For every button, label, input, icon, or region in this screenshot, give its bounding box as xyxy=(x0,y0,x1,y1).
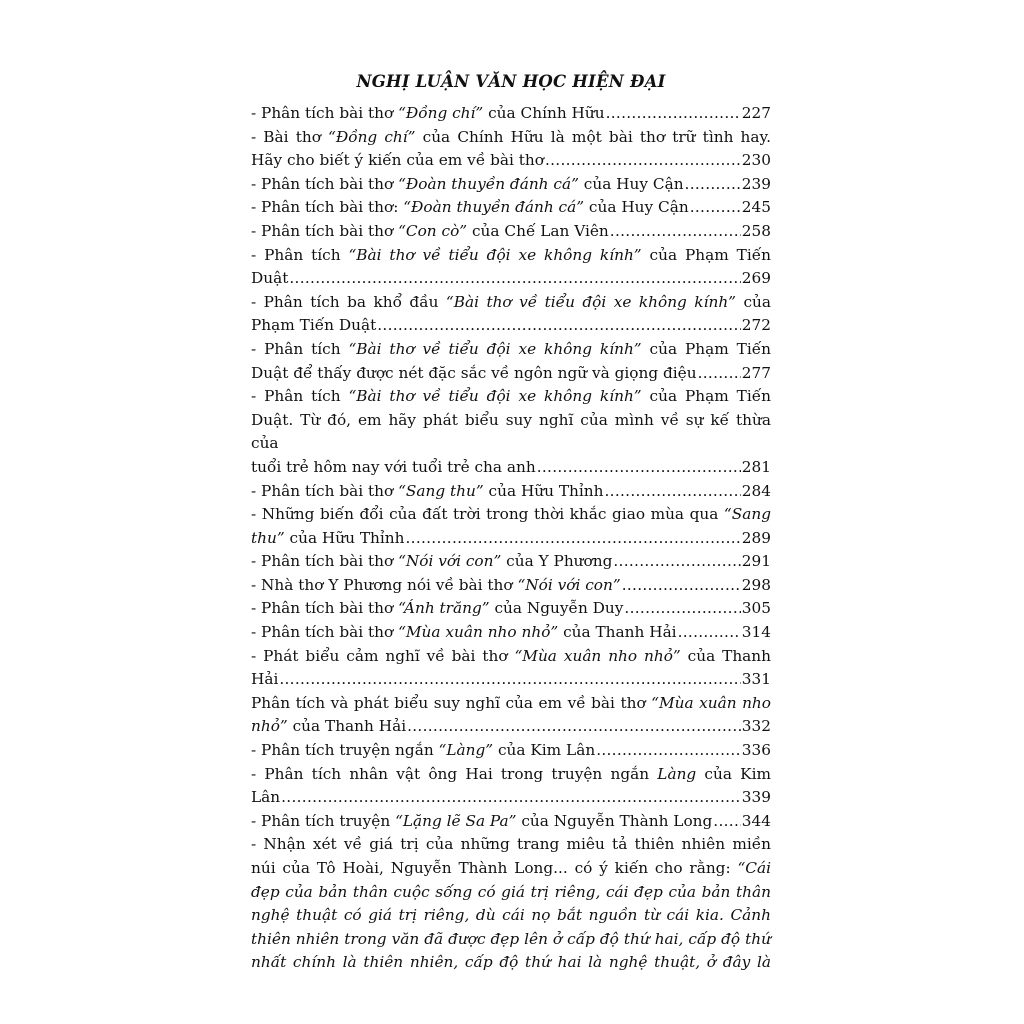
entry-text: - Phân tích ba khổ đầu xyxy=(251,292,446,311)
prose-paragraph xyxy=(251,833,771,975)
toc-entry-title xyxy=(251,362,697,386)
page-number: 344 xyxy=(741,811,771,830)
italic-title-text: nhất chính là thiên nhiên, cấp độ thứ hai là nghệ thuật, ở đây là xyxy=(251,953,771,972)
italic-title-text: “Sang xyxy=(723,505,771,524)
toc-entry[interactable] xyxy=(251,597,771,621)
toc-entry-last-line xyxy=(251,173,771,197)
italic-title-text: “Đoàn thuyền đánh cá” xyxy=(398,174,579,193)
toc-entry-title xyxy=(251,102,605,126)
entry-text: - Phân tích bài thơ xyxy=(251,623,399,642)
toc-entry-last-line xyxy=(251,621,771,645)
toc-entry-title xyxy=(251,149,544,173)
entry-text: của Chính Hữu là một bài thơ trữ tình hay. xyxy=(415,127,772,146)
toc-entry-title xyxy=(251,739,595,763)
page-number: 239 xyxy=(741,174,771,193)
dot-leader xyxy=(279,668,740,692)
entry-text: Phân tích và phát biểu suy nghĩ của em về bài thơ xyxy=(251,693,652,712)
page-number: 336 xyxy=(741,741,771,760)
prose-line xyxy=(251,881,771,905)
toc-entry[interactable] xyxy=(251,173,771,197)
entry-text: - Bài thơ xyxy=(251,127,329,146)
entry-text: của xyxy=(736,292,771,311)
italic-title-text: thiên nhiên trong văn đã được đẹp lên ở cấp độ thứ hai, cấp độ thứ xyxy=(251,929,771,948)
italic-title-text: “Bài thơ về tiểu đội xe không kính” xyxy=(348,245,642,264)
toc-entry-line xyxy=(251,503,771,527)
dot-leader xyxy=(406,527,741,551)
toc-entry-last-line xyxy=(251,102,771,126)
page-number: 272 xyxy=(741,316,771,335)
italic-title-text: “Lặng lẽ Sa Pa” xyxy=(395,811,517,830)
entry-text: Lân xyxy=(251,788,281,807)
toc-entry-title xyxy=(251,574,621,598)
toc-entry-title xyxy=(251,786,280,810)
toc-entry-last-line xyxy=(251,480,771,504)
entry-text: của Chế Lan Viên xyxy=(467,221,609,240)
entry-text: - Phân tích bài thơ: xyxy=(251,198,404,217)
entry-text: của Chính Hữu xyxy=(483,104,605,122)
toc-entry[interactable] xyxy=(251,385,771,479)
entry-text: Duật xyxy=(251,269,289,288)
dot-leader xyxy=(678,621,741,645)
page-number: 277 xyxy=(741,363,771,382)
entry-text: Hải xyxy=(251,670,279,689)
italic-title-text: “Mùa xuân nho xyxy=(651,693,771,712)
toc-entry-last-line xyxy=(251,149,771,173)
toc-entry-line xyxy=(251,291,771,315)
entry-text: của Huy Cận xyxy=(584,198,689,217)
dot-leader xyxy=(377,314,741,338)
toc-entry-line xyxy=(251,126,771,150)
entry-text: - Phân tích xyxy=(251,339,349,358)
toc-entry-last-line xyxy=(251,527,771,551)
toc-entry-last-line xyxy=(251,786,771,810)
toc-entry-title xyxy=(251,668,278,692)
toc-entry-title xyxy=(251,597,623,621)
toc-entry[interactable] xyxy=(251,810,771,834)
entry-text: - Phân tích bài thơ xyxy=(251,174,399,193)
toc-entry-last-line xyxy=(251,267,771,291)
entry-text: của Phạm Tiến xyxy=(641,339,771,358)
dot-leader xyxy=(613,550,740,574)
entry-text: của Phạm Tiến xyxy=(641,245,771,264)
italic-title-text: “Sang thu” xyxy=(398,481,484,500)
toc-entry-last-line xyxy=(251,456,771,480)
entry-text: núi của Tô Hoài, Nguyễn Thành Long... có ý kiến cho rằng: xyxy=(251,859,738,877)
entry-text: - Nhận xét về giá trị của những trang miêu tả thiên nhiên miền xyxy=(251,835,771,854)
entry-text: của Y Phương xyxy=(501,552,613,571)
entry-text: của Huy Cận xyxy=(578,174,684,193)
toc-entry-title xyxy=(251,550,612,574)
toc-entry-title xyxy=(251,220,609,244)
entry-text: Phạm Tiến Duật xyxy=(251,316,377,335)
entry-text: - Phân tích truyện xyxy=(251,811,396,830)
toc-entry[interactable] xyxy=(251,480,771,504)
toc-entry-title xyxy=(251,267,288,291)
entry-text: - Phân tích nhân vật ông Hai trong truyện ngắn xyxy=(251,764,658,783)
entry-text: - Nhà thơ Y Phương nói về bài thơ xyxy=(251,575,518,594)
dot-leader xyxy=(289,267,740,291)
dot-leader xyxy=(537,456,741,480)
toc-entry[interactable] xyxy=(251,739,771,763)
page-number: 314 xyxy=(741,623,771,642)
prose-line xyxy=(251,951,771,975)
entry-text: của Nguyễn Thành Long xyxy=(516,811,713,830)
dot-leader xyxy=(596,739,741,763)
toc-entry-title xyxy=(251,715,406,739)
toc-entry-last-line xyxy=(251,810,771,834)
entry-text: của Phạm Tiến xyxy=(641,387,771,406)
page-number: 284 xyxy=(741,481,771,500)
prose-line xyxy=(251,904,771,928)
italic-title-text: nghệ thuật có giá trị riêng, dù cái nọ bắt nguồn từ cái kia. Cảnh xyxy=(251,906,771,925)
toc-entry-last-line xyxy=(251,220,771,244)
dot-leader xyxy=(610,220,741,244)
page-title: NGHỊ LUẬN VĂN HỌC HIỆN ĐẠI xyxy=(356,72,666,91)
toc-entry[interactable] xyxy=(251,503,771,550)
dot-leader xyxy=(698,362,741,386)
dot-leader xyxy=(624,597,740,621)
page-number: 281 xyxy=(741,457,771,476)
toc-entry[interactable] xyxy=(251,244,771,291)
page-number: 245 xyxy=(741,198,771,217)
toc-entry[interactable] xyxy=(251,763,771,810)
prose-line xyxy=(251,857,771,881)
italic-title-text: “Mùa xuân nho nhỏ” xyxy=(398,623,559,642)
page-number: 289 xyxy=(741,528,771,547)
toc-entry[interactable] xyxy=(251,196,771,220)
toc-entry[interactable] xyxy=(251,550,771,574)
toc-entry[interactable] xyxy=(251,220,771,244)
italic-title-text: “Bài thơ về tiểu đội xe không kính” xyxy=(348,339,642,358)
italic-title-text: “Bài thơ về tiểu đội xe không kính” xyxy=(445,292,736,311)
entry-text: - Phân tích bài thơ xyxy=(251,599,399,618)
italic-title-text: “Đồng chí” xyxy=(328,127,416,146)
entry-text: Duật. Từ đó, em hãy phát biểu suy nghĩ của mình về sự kế thừa của xyxy=(251,410,771,453)
entry-text: - Phân tích xyxy=(251,387,349,406)
toc-entry[interactable] xyxy=(251,645,771,692)
toc-entry-last-line xyxy=(251,550,771,574)
entry-text: của Thanh Hải xyxy=(287,717,407,736)
toc-entry-line xyxy=(251,692,771,716)
page-number: 227 xyxy=(741,104,771,122)
italic-title-text: đẹp của bản thân cuộc sống có giá trị riêng, cái đẹp của bản thân xyxy=(251,882,771,901)
entry-text: - Phân tích bài thơ xyxy=(251,104,399,122)
italic-title-text: “Nói với con” xyxy=(398,552,502,571)
italic-title-text: Làng xyxy=(657,764,697,783)
toc-entry-last-line xyxy=(251,739,771,763)
toc-entry-line xyxy=(251,244,771,268)
page-number: 298 xyxy=(741,575,771,594)
entry-text: của Thanh xyxy=(680,646,772,665)
toc-entry-line xyxy=(251,338,771,362)
document-page xyxy=(251,72,771,975)
italic-title-text: “Ánh trăng” xyxy=(398,599,490,618)
table-of-contents xyxy=(251,102,771,833)
toc-entry-last-line xyxy=(251,314,771,338)
dot-leader xyxy=(605,480,741,504)
dot-leader xyxy=(690,196,741,220)
page-number: 339 xyxy=(741,788,771,807)
dot-leader xyxy=(622,574,741,598)
dot-leader xyxy=(407,715,741,739)
entry-text: - Phân tích xyxy=(251,245,349,264)
italic-title-text: “Làng” xyxy=(438,741,494,760)
italic-title-text: “Bài thơ về tiểu đội xe không kính” xyxy=(348,387,642,406)
toc-entry-title xyxy=(251,196,689,220)
prose-line xyxy=(251,833,771,857)
toc-entry[interactable] xyxy=(251,338,771,385)
entry-text: - Phân tích bài thơ xyxy=(251,552,399,571)
page-number: 269 xyxy=(741,269,771,288)
toc-entry-last-line xyxy=(251,715,771,739)
page-number: 258 xyxy=(741,221,771,240)
entry-text: - Phát biểu cảm nghĩ về bài thơ xyxy=(251,646,515,665)
entry-text: - Những biến đổi của đất trời trong thời khắc giao mùa qua xyxy=(251,505,724,524)
prose-line xyxy=(251,928,771,952)
italic-title-text: “Nói với con” xyxy=(517,575,621,594)
toc-entry[interactable] xyxy=(251,574,771,598)
toc-entry-line xyxy=(251,385,771,409)
italic-title-text: “Cái xyxy=(737,859,771,877)
entry-text: của Kim Lân xyxy=(493,741,596,760)
dot-leader xyxy=(713,810,741,834)
toc-entry-line xyxy=(251,645,771,669)
toc-entry-title xyxy=(251,173,684,197)
entry-text: - Phân tích truyện ngắn xyxy=(251,741,439,760)
dot-leader xyxy=(685,173,741,197)
dot-leader xyxy=(606,102,741,126)
toc-entry-line xyxy=(251,763,771,787)
dot-leader xyxy=(545,149,741,173)
entry-text: của Hữu Thỉnh xyxy=(284,528,405,547)
toc-entry-title xyxy=(251,480,604,504)
toc-entry-last-line xyxy=(251,362,771,386)
toc-entry-title xyxy=(251,621,677,645)
italic-title-text: nhỏ” xyxy=(251,717,288,736)
toc-entry[interactable] xyxy=(251,291,771,338)
entry-text: của Hữu Thỉnh xyxy=(483,481,604,500)
toc-entry[interactable] xyxy=(251,102,771,126)
toc-entry-title xyxy=(251,314,376,338)
entry-text: - Phân tích bài thơ xyxy=(251,221,399,240)
italic-title-text: “Đoàn thuyền đánh cá” xyxy=(403,198,585,217)
italic-title-text: thu” xyxy=(251,528,285,547)
entry-text: - Phân tích bài thơ xyxy=(251,481,399,500)
page-number: 291 xyxy=(741,552,771,571)
toc-entry[interactable] xyxy=(251,126,771,173)
toc-entry-last-line xyxy=(251,597,771,621)
italic-title-text: “Đồng chí” xyxy=(398,104,484,122)
entry-text: của Kim xyxy=(696,764,771,783)
entry-text: của Nguyễn Duy xyxy=(489,599,624,618)
page-number: 331 xyxy=(741,670,771,689)
toc-entry-title xyxy=(251,527,405,551)
toc-entry-last-line xyxy=(251,668,771,692)
italic-title-text: “Mùa xuân nho nhỏ” xyxy=(514,646,681,665)
page-number: 332 xyxy=(741,717,771,736)
entry-text: tuổi trẻ hôm nay với tuổi trẻ cha anh xyxy=(251,457,536,476)
toc-entry-last-line xyxy=(251,574,771,598)
page-number: 305 xyxy=(741,599,771,618)
toc-entry-last-line xyxy=(251,196,771,220)
entry-text: của Thanh Hải xyxy=(558,623,677,642)
italic-title-text: “Con cò” xyxy=(398,221,468,240)
toc-entry[interactable] xyxy=(251,621,771,645)
toc-entry-title xyxy=(251,456,536,480)
toc-entry[interactable] xyxy=(251,692,771,739)
page-number: 230 xyxy=(741,151,771,170)
toc-entry-line xyxy=(251,409,771,456)
entry-text: Duật để thấy được nét đặc sắc về ngôn ngữ và giọng điệu xyxy=(251,363,697,382)
toc-entry-title xyxy=(251,810,712,834)
entry-text: Hãy cho biết ý kiến của em về bài thơ xyxy=(251,151,544,170)
dot-leader xyxy=(281,786,741,810)
